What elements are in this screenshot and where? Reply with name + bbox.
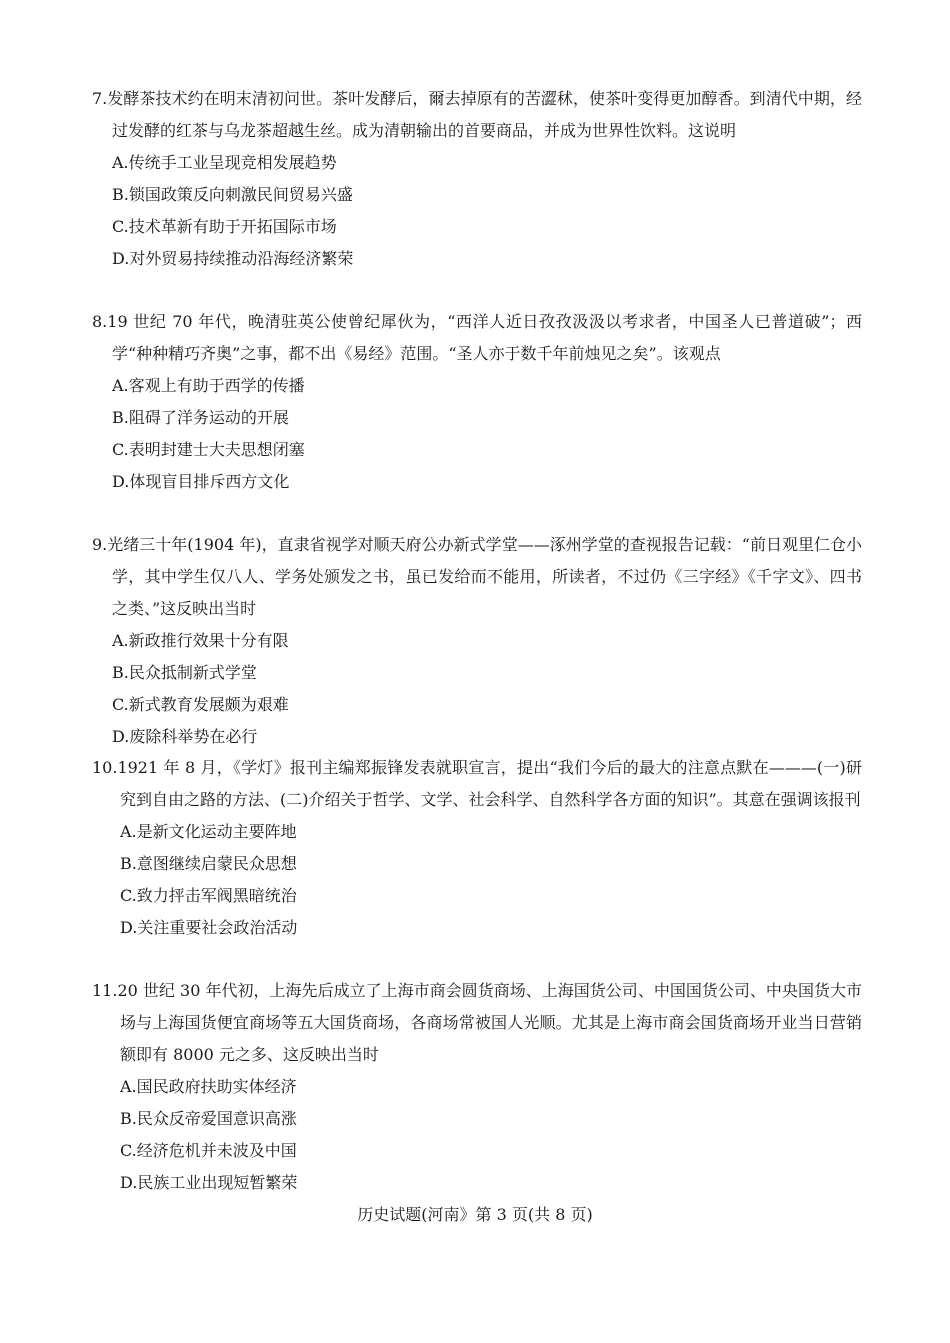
question-stem: 10.1921 年 8 月，《学灯》报刊主编郑振锋发表就职宣言，提出“我们今后的最大的注意点默在———(一)研究到自由之路的方法、(二)介绍关于哲学、文学、社会科学、自然科学各方面的知识”。其意在强调该报刊 <box>92 758 862 809</box>
option-c: C.新式教育发展颇为艰难 <box>112 695 289 714</box>
option-a: A.传统手工业呈现竞相发展趋势 <box>112 153 337 172</box>
question-7 <box>92 83 862 275</box>
question-8 <box>92 306 862 498</box>
option-a: A.国民政府扶助实体经济 <box>120 1077 297 1096</box>
question-stem: 11.20 世纪 30 年代初，上海先后成立了上海市商会圆货商场、上海国货公司、中国国货公司、中央国货大市场与上海国货便宜商场等五大国货商场，各商场常被国人光顺。尤其是上海市商会国货商场开业当日营销额即有 8000 元之多、这反映出当时 <box>92 981 862 1064</box>
option-b: B.意图继续启蒙民众思想 <box>120 854 297 873</box>
option-d: D.废除科举势在必行 <box>112 727 258 746</box>
option-b: B.阻碍了洋务运动的开展 <box>112 408 289 427</box>
question-11 <box>92 975 862 1199</box>
option-a: A.客观上有助于西学的传播 <box>112 376 305 395</box>
option-d: D.关注重要社会政治活动 <box>120 918 298 937</box>
question-10 <box>92 752 862 944</box>
option-c: C.致力抨击军阀黑暗统治 <box>120 886 297 905</box>
option-a: A.新政推行效果十分有限 <box>112 631 289 650</box>
question-stem: 7.发酵茶技术约在明末清初问世。茶叶发酵后，爾去掉原有的苦澀秫，使茶叶变得更加醇香。到清代中期，经过发酵的红茶与乌龙茶超越生丝。成为清朝输出的首要商品，并成为世界性饮料。这说明 <box>92 89 862 140</box>
option-d: D.体现盲目排斥西方文化 <box>112 472 290 491</box>
option-d: D.对外贸易持续推动沿海经济繁荣 <box>112 249 354 268</box>
page-footer: 历史试题(河南》第 3 页(共 8 页) <box>357 1205 593 1224</box>
question-stem: 8.19 世纪 70 年代，晚清驻英公使曾纪犀伙为，“西洋人近日孜孜汲汲以考求者，中国圣人已普道破”；西学“种种精巧齐奥”之事，都不出《易经》范围。“圣人亦于数千年前烛见之矣”。该观点 <box>92 312 862 363</box>
question-9 <box>92 529 862 753</box>
option-c: C.技术革新有助于开拓国际市场 <box>112 217 337 236</box>
option-c: C.经济危机并未波及中国 <box>120 1141 297 1160</box>
option-b: B.锁国政策反向刺激民间贸易兴盛 <box>112 185 353 204</box>
option-d: D.民族工业出现短暂繁荣 <box>120 1173 298 1192</box>
option-c: C.表明封建士大夫思想闭塞 <box>112 440 305 459</box>
question-stem: 9.光绪三十年(1904 年)，直隶省视学对顺天府公办新式学堂——涿州学堂的查视报告记载：“前日观里仁仓小学，其中学生仅八人、学务处颁发之书，虽已发给而不能用，所读者，不过仍《三字经》《千字文》、四书之类、”这反映出当时 <box>92 535 862 618</box>
option-b: B.民众反帝爱国意识高涨 <box>120 1109 297 1128</box>
option-b: B.民众抵制新式学堂 <box>112 663 257 682</box>
option-a: A.是新文化运动主要阵地 <box>120 822 297 841</box>
